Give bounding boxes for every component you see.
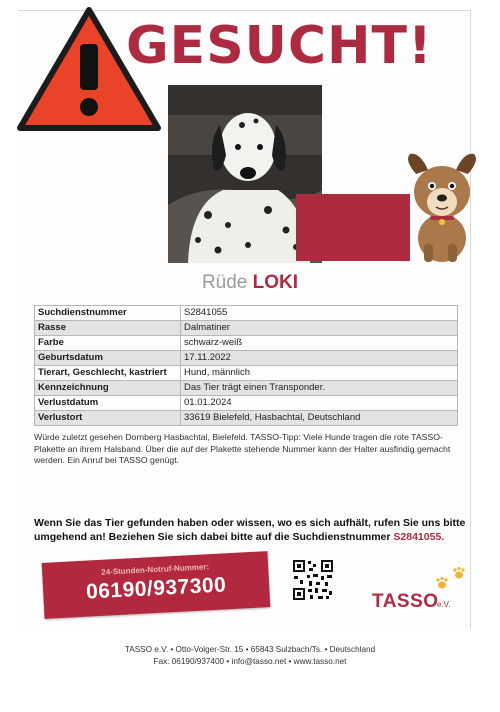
pet-name: LOKI: [252, 272, 299, 293]
cartoon-dog-illustration: [402, 140, 480, 264]
pet-name-heading: [0, 270, 500, 296]
table-row: [35, 306, 458, 321]
info-value: Hund, männlich: [181, 366, 458, 381]
footer-address: TASSO e.V. • Otto-Volger-Str. 15 • 65843 Sulzbach/Ts. • Deutschland: [124, 645, 376, 654]
hotline-number[interactable]: 06190/937300: [85, 573, 227, 604]
info-value: 17.11.2022: [181, 351, 458, 366]
footer-contact: Fax: 06190/937400 • info@tasso.net • www.tasso.net: [153, 657, 347, 666]
callout-text: Wenn Sie das Tier gefunden haben oder wissen, wo es sich aufhält, rufen Sie uns bitte umgehend an! Beziehen Sie sich dabei bitte auf die Suchdienstnummer: [34, 517, 466, 543]
hotline-label: 24-Stunden-Notruf-Nummer:: [101, 562, 210, 577]
info-label: Geburtsdatum: [35, 351, 181, 366]
tasso-logo: TASSO: [372, 591, 439, 612]
info-value: 33619 Bielefeld, Hasbachtal, Deutschland: [181, 411, 458, 426]
info-label: Verlustort: [35, 411, 181, 426]
sighting-remark: Würde zuletzt gesehen Dornberg Hasbachtal, Bielefeld. TASSO-Tipp: Viele Hunde tragen die rote TASSO-Plakette an ihrem Halsband. Über die auf der Plakette stehende Nummer kann der Halter ausfindig gemacht werden. Ein Anruf bei TASSO genügt.: [34, 432, 451, 465]
tasso-logo-suffix: e.V.: [437, 600, 451, 609]
info-label: Suchdienstnummer: [35, 306, 181, 321]
info-value: Das Tier trägt einen Transponder.: [181, 381, 458, 396]
red-block: [296, 194, 410, 261]
table-row: [35, 336, 458, 351]
info-value: S2841055: [181, 306, 458, 321]
table-row: [35, 381, 458, 396]
table-row: [35, 396, 458, 411]
info-label: Rasse: [35, 321, 181, 336]
table-row: [35, 351, 458, 366]
table-row: [35, 321, 458, 336]
info-label: Kennzeichnung: [35, 381, 181, 396]
hotline-banner: [42, 551, 271, 619]
info-label: Farbe: [35, 336, 181, 351]
pet-gender: Rüde: [201, 272, 248, 293]
paw-print-icon: [434, 565, 468, 591]
pet-info-table: [34, 305, 458, 426]
info-value: schwarz-weiß: [181, 336, 458, 351]
headline: GESUCHT!: [126, 16, 433, 76]
table-row: [35, 411, 458, 426]
contact-callout: [34, 516, 474, 544]
table-row: [35, 366, 458, 381]
info-label: Verlustdatum: [35, 396, 181, 411]
qr-code[interactable]: [291, 558, 335, 602]
info-value: Dalmatiner: [181, 321, 458, 336]
callout-number: S2841055.: [393, 531, 445, 543]
info-value: 01.01.2024: [181, 396, 458, 411]
info-label: Tierart, Geschlecht, kastriert: [35, 366, 181, 381]
